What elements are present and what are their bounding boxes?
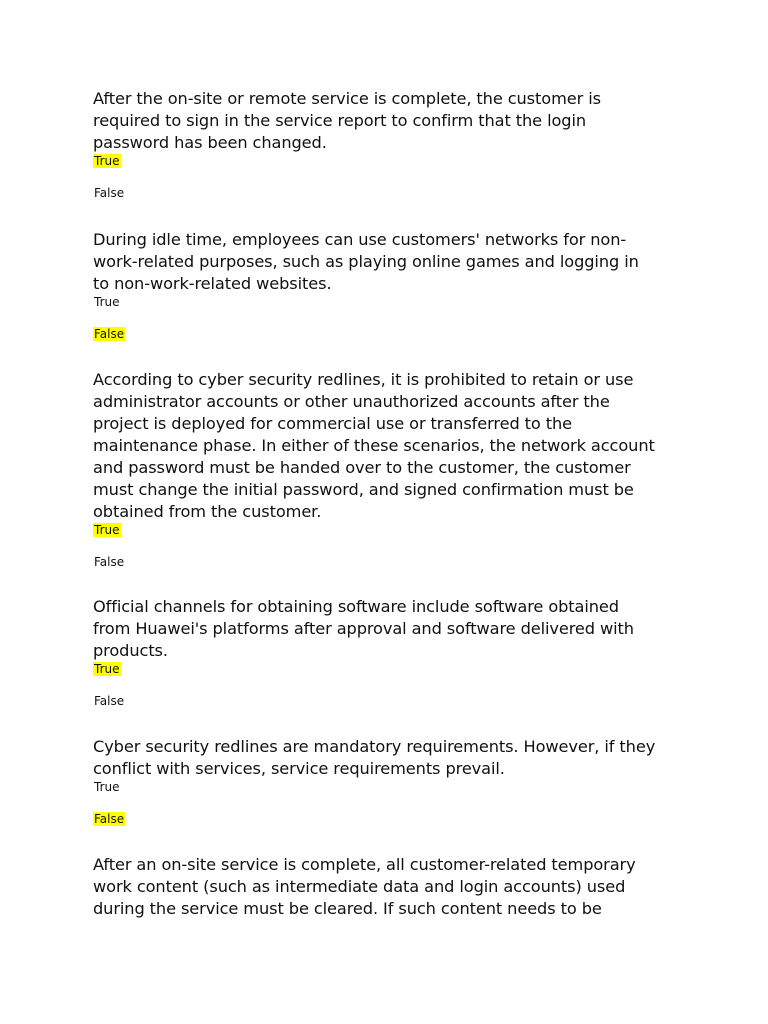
option-true-label: True [94, 662, 120, 676]
question-text: After an on-site service is complete, all customer-related temporary work content (such as intermediate data and login accounts) used during the service must be cleared. If such content needs to be [93, 855, 636, 918]
option-false-label: False [94, 812, 125, 826]
option-false [93, 186, 653, 200]
question-2 [93, 229, 653, 341]
question-4 [93, 596, 658, 708]
question-6 [93, 854, 663, 920]
option-false-label: False [94, 694, 125, 708]
option-true-label: True [94, 523, 120, 537]
option-false [93, 327, 653, 341]
option-false [93, 812, 683, 826]
option-true [93, 295, 653, 309]
question-3 [93, 369, 668, 569]
option-true [93, 523, 668, 537]
option-true-label: True [94, 780, 120, 794]
question-text: Official channels for obtaining software include software obtained from Huawei's platforms after approval and software delivered with products. [93, 597, 634, 660]
question-text: During idle time, employees can use customers' networks for non-work-related purposes, such as playing online games and logging in to non-work-related websites. [93, 230, 639, 293]
option-true [93, 154, 653, 168]
option-false [93, 694, 658, 708]
option-true [93, 780, 683, 794]
question-text: According to cyber security redlines, it is prohibited to retain or use administrator accounts or other unauthorized accounts after the project is deployed for commercial use or transferred to the maintenance phase. In either of these scenarios, the network account and password must be handed over to the customer, the customer must change the initial password, and signed confirmation must be obtained from the customer. [93, 370, 655, 521]
question-text: After the on-site or remote service is complete, the customer is required to sign in the service report to confirm that the login password has been changed. [93, 89, 601, 152]
option-false-label: False [94, 186, 125, 200]
option-false-label: False [94, 327, 125, 341]
option-false-label: False [94, 555, 125, 569]
question-1 [93, 88, 653, 200]
option-true [93, 662, 658, 676]
option-true-label: True [94, 295, 120, 309]
option-false [93, 555, 668, 569]
option-true-label: True [94, 154, 120, 168]
question-5 [93, 736, 683, 826]
question-text: Cyber security redlines are mandatory requirements. However, if they conflict with services, service requirements prevail. [93, 737, 656, 778]
